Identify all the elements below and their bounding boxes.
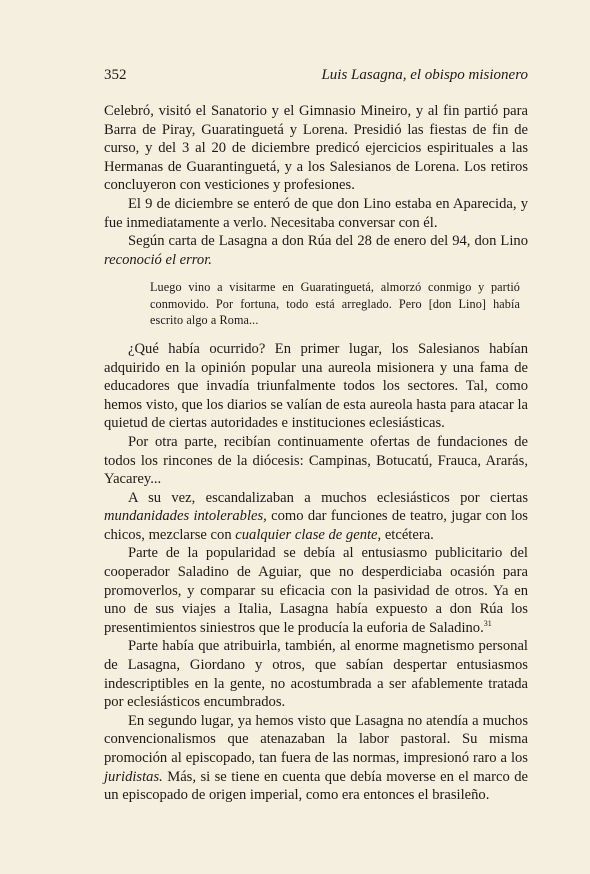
page-number: 352	[104, 67, 127, 83]
paragraph-3-text: Según carta de Lasagna a don Rúa del 28 de enero del 94, don Lino	[128, 233, 528, 250]
quote-text: Luego vino a visitarme en Guaratinguetá, almorzó conmigo y partió conmovido. Por fortuna, todo está arreglado. Pero [don Lino] había escrito algo a Roma...	[150, 280, 520, 327]
paragraph-1: Celebró, visitó el Sanatorio y el Gimnasio Mineiro, y al fin partió para Barra de Piray, Guaratinguetá y Lorena. Presidió las fiestas de fin de curso, y del 3 al 20 de diciembre predicó ejercicios espirituales a las Hermanas de Guarantinguetá, y a los Salesianos de Lorena. Los retiros concluyeron con vesticiones y profesiones.	[104, 103, 528, 194]
paragraph-6	[104, 489, 528, 545]
paragraph-6-emphasis-1: mundanidades intolerables,	[104, 508, 267, 525]
body-text	[104, 102, 528, 805]
running-title: Luis Lasagna, el obispo misionero	[321, 67, 528, 83]
paragraph-2: El 9 de diciembre se enteró de que don Lino estaba en Aparecida, y fue inmediatamente a verlo. Necesitaba conversar con él.	[104, 195, 528, 231]
paragraph-9-text-a: En segundo lugar, ya hemos visto que Lasagna no atendía a muchos convencionalismos que atenazaban la labor pastoral. Su misma promoción al episcopado, tan fuera de las normas, impresionó raro a los	[104, 712, 528, 767]
paragraph-7-text: Parte de la popularidad se debía al entusiasmo publicitario del cooperador Saladino de Aguiar, que no desperdiciaba ocasión para promoverlos, y comparar su eficacia con la pasividad de otros. Ya en uno de sus viajes a Italia, Lasagna había expuesto a don Rúa los presentimientos siniestros que le producía la euforia de Saladino.	[104, 545, 528, 636]
paragraph-6-emphasis-2: cualquier clase de gente,	[235, 526, 382, 543]
paragraph-7	[104, 544, 528, 637]
paragraph-6-text-c: etcétera.	[381, 526, 434, 543]
paragraph-4: ¿Qué había ocurrido? En primer lugar, los Salesianos habían adquirido en la opinión popular una aureola misionera y una fama de educadores que invadía triunfalmente todos los sectores. Tal, como hemos visto, que los diarios se valían de esta aureola hasta para atacar la quietud de ciertas autoridades e instituciones eclesiásticas.	[104, 340, 528, 432]
page-header	[104, 66, 528, 84]
paragraph-9	[104, 712, 528, 805]
paragraph-3	[104, 232, 528, 269]
paragraph-9-text-b: Más, si se tiene en cuenta que debía moverse en el marco de un episcopado de origen imperial, como era entonces el brasileño.	[104, 768, 528, 804]
paragraph-8: Parte había que atribuirla, también, al enorme magnetismo personal de Lasagna, Giordano y otros, que sabían despertar entusiasmos indescriptibles en la gente, no acostumbrada a ser afablemente tratada por eclesiásticos encumbrados.	[104, 638, 528, 711]
paragraph-6-text-a: A su vez, escandalizaban a muchos eclesiásticos por ciertas	[128, 489, 528, 506]
block-quote	[150, 279, 520, 328]
paragraph-6-text-b: como dar funciones de teatro, jugar con los chicos, mezclarse con	[104, 508, 528, 543]
footnote-ref: 31	[483, 619, 492, 628]
paragraph-9-emphasis: juridistas.	[104, 768, 163, 785]
paragraph-5: Por otra parte, recibían continuamente ofertas de fundaciones de todos los rincones de la diócesis: Campinas, Botucatú, Frauca, Ararás, Yacarey...	[104, 433, 528, 488]
paragraph-3-emphasis: reconoció el error.	[104, 251, 212, 268]
